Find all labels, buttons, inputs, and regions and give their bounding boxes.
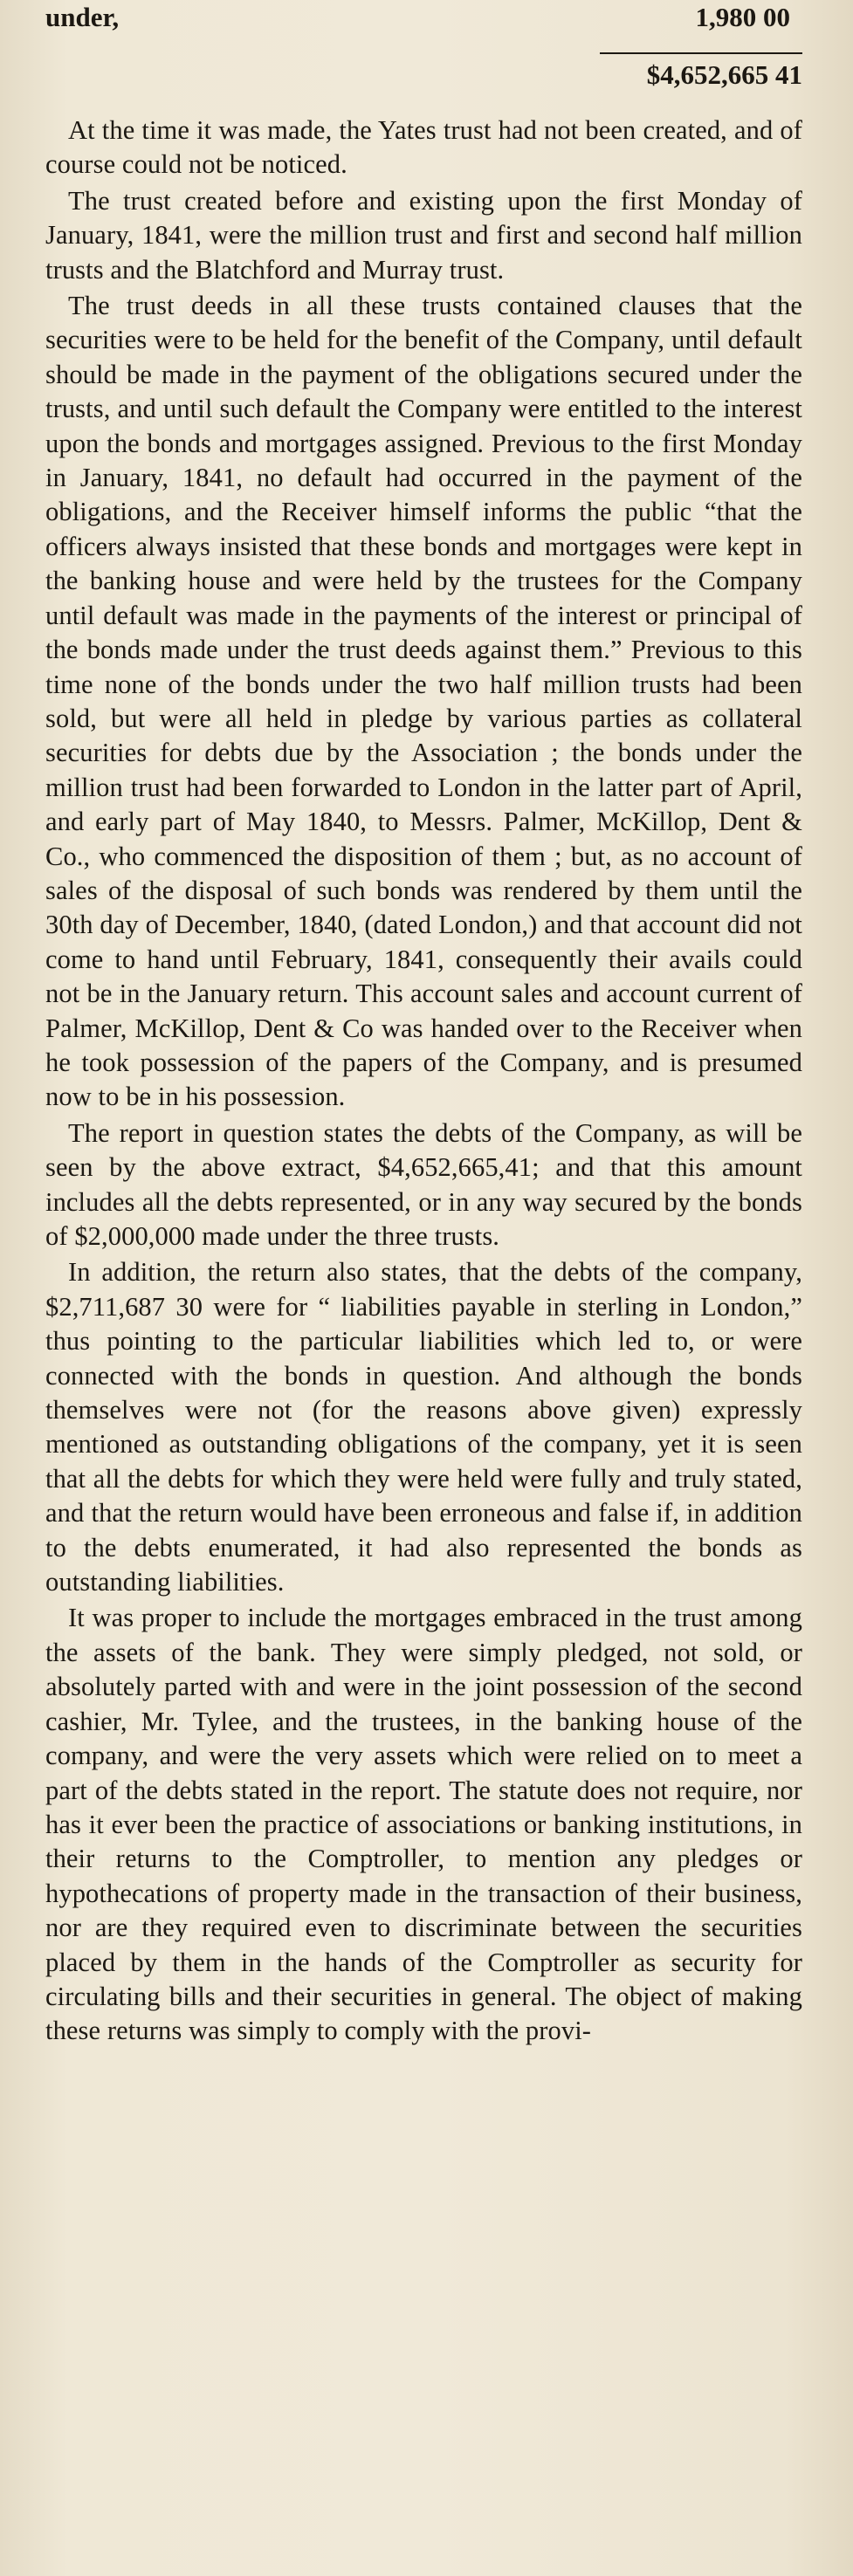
paragraph: The report in question states the debts of the Company, as will be seen by the above extract, $4,652,665,41; and that this amount includes all the debts represented, or in any way secured by the bonds of $2,000,000 made under the three trusts. [45, 1117, 802, 1251]
account-line-label: under, [45, 2, 120, 32]
account-total: $4,652,665 41 [646, 59, 802, 90]
paragraph: In addition, the return also states, that the debts of the company, $2,711,687 30 were for “ liabilities payable in sterling in London,” thus pointing to the particular liabilities which led to, or were connected with the bonds in question. And although the bonds themselves were not (for the reasons above given) expressly mentioned as outstanding obligations of the company, yet it is seen that all the debts for which they were held were fully and truly stated, and that the return would have been erroneous and false if, in addition to the debts enumerated, it had also represented the bonds as outstanding liabilities. [45, 1257, 802, 1597]
paragraph: It was proper to include the mortgages embraced in the trust among the assets of the bank. They were simply pledged, not sold, or absolutely parted with and were in the joint possession of the second cashier, Mr. Tylee, and the trustees, in the banking house of the company, and were the very assets which were relied on to meet a part of the debts stated in the report. The statute does not require, nor has it ever been the practice of associations or banking institutions, in their returns to the Comptroller, to mention any pledges or hypothecations of property made in the transaction of their business, nor are they required even to discriminate between the securities placed by them in the hands of the Comptroller as security for circulating bills and their securities in general. The object of making these returns was simply to comply with the provi- [45, 1603, 802, 2046]
sum-rule [600, 52, 802, 54]
paragraph: The trust created before and existing upon the first Monday of January, 1841, were the million trust and first and second half million trusts and the Blatchford and Murray trust. [45, 185, 802, 285]
paragraph: At the time it was made, the Yates trust had not been created, and of course could not be noticed. [45, 115, 802, 180]
account-line-amount: 1,980 00 [695, 2, 790, 32]
article-body [45, 113, 802, 2049]
paragraph: The trust deeds in all these trusts contained clauses that the securities were to be held for the benefit of the Company, until default should be made in the payment of the obligations secured under the trusts, and until such default the Company were entitled to the interest upon the bonds and mortgages assigned. Previous to the first Monday in January, 1841, no default had occurred in the payment of the obligations, and the Receiver himself informs the public “that the officers always insisted that these bonds and mortgages were kept in the banking house and were held by the trustees for the Company until default was made in the payments of the interest or principal of the bonds made under the trust deeds against them.” Previous to this time none of the bonds under the two half million trusts had been sold, but were all held in pledge by various parties as collateral securities for debts due by the Association ; the bonds under the million trust had been forwarded to London in the latter part of April, and early part of May 1840, to Messrs. Palmer, McKillop, Dent & Co., who commenced the disposition of them ; but, as no account of sales of the disposal of such bonds was rendered by them until the 30th day of December, 1840, (dated London,) and that account did not come to hand until February, 1841, consequently their avails could not be in the January return. This account sales and account current of Palmer, McKillop, Dent & Co was handed over to the Receiver when he took possession of the papers of the Company, and is presumed now to be in his possession. [45, 291, 802, 1112]
account-line [45, 0, 802, 40]
